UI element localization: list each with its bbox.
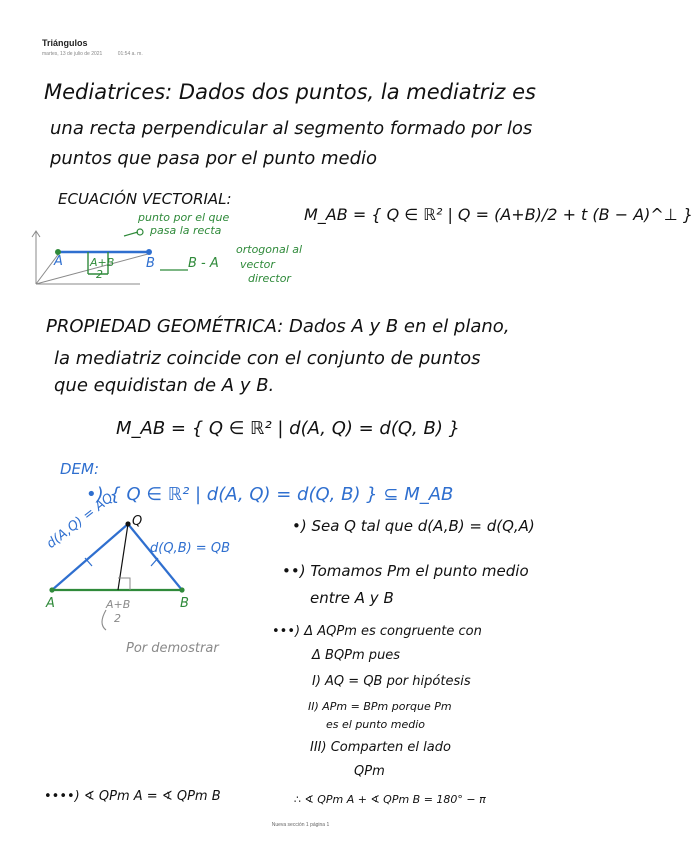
fig1-label-b: B <box>146 256 155 271</box>
formula-vectorial: M_AB = { Q ∈ ℝ² | Q = (A+B)/2 + t (B − A)^⊥ } <box>304 205 693 224</box>
note-mediatrices-line-2: una recta perpendicular al segmento formado por los <box>50 118 533 139</box>
fig1-midpoint-den: 2 <box>96 268 103 281</box>
dem-step-3-ii-b: es el punto medio <box>326 718 426 731</box>
dem-step-1: •) Sea Q tal que d(A,B) = d(Q,A) <box>292 517 535 535</box>
tri-label-q: Q <box>132 514 143 529</box>
dem-step-2b: entre A y B <box>310 589 394 607</box>
note-por-demostrar: Por demostrar <box>126 641 219 656</box>
formula-distancia: M_AB = { Q ∈ ℝ² | d(A, Q) = d(Q, B) } <box>116 418 461 439</box>
page-title: Triángulos <box>42 38 88 48</box>
note-punto-pasa: punto por el que <box>138 211 230 224</box>
dem-step-4b: ∴ ∢ QPm A + ∢ QPm B = 180° − π <box>294 793 486 806</box>
dem-step-3-ii: II) APm = BPm porque Pm <box>308 700 452 713</box>
fig1-label-a: A <box>54 254 63 269</box>
dem-step-4: ••••) ∢ QPm A = ∢ QPm B <box>44 789 221 804</box>
note-propiedad-line-2: la mediatriz coincide con el conjunto de puntos <box>54 348 481 369</box>
note-b-minus-a: B - A <box>188 256 219 271</box>
note-punto-pasa-2: pasa la recta <box>150 224 222 237</box>
dem-step-3b: Δ BQPm pues <box>312 648 401 663</box>
note-mediatrices-line-3: puntos que pasa por el punto medio <box>50 148 378 169</box>
dem-step-3-i: I) AQ = QB por hipótesis <box>312 674 471 689</box>
note-ecuacion-title: ECUACIÓN VECTORIAL: <box>58 190 232 208</box>
note-propiedad-line-1: PROPIEDAD GEOMÉTRICA: Dados A y B en el plano, <box>46 316 510 337</box>
dem-inclusion: •) { Q ∈ ℝ² | d(A, Q) = d(Q, B) } ⊆ M_AB <box>86 484 454 505</box>
note-mediatrices-line-1: Mediatrices: Dados dos puntos, la mediatriz es <box>44 80 536 104</box>
page-meta <box>42 51 157 57</box>
dem-step-3-iii: III) Comparten el lado <box>310 740 451 755</box>
note-vector: vector <box>240 258 275 271</box>
page-time: 01:54 a. m. <box>117 51 143 57</box>
tri-label-dqb: d(Q,B) = QB <box>150 541 230 556</box>
fig1-midpoint-num: A+B <box>90 256 115 269</box>
dem-step-2a: ••) Tomamos Pm el punto medio <box>282 562 529 580</box>
note-ortogonal: ortogonal al <box>236 243 303 256</box>
tri-label-daq: d(A,Q) = AQ <box>44 490 117 552</box>
dem-step-3-iii-b: QPm <box>354 764 385 779</box>
page-date: martes, 13 de julio de 2021 <box>42 51 103 57</box>
tri-label-a: A <box>46 596 55 611</box>
dem-step-3a: •••) Δ AQPm es congruente con <box>272 624 482 639</box>
tri-label-b: B <box>180 596 189 611</box>
dem-title: DEM: <box>60 460 100 478</box>
page-footer: Nueva sección 1 página 1 <box>271 822 330 828</box>
tri-midpoint-den: 2 <box>114 612 121 625</box>
note-director: director <box>248 272 291 285</box>
tri-midpoint-num: A+B <box>106 598 131 611</box>
note-propiedad-line-3: que equidistan de A y B. <box>54 375 275 396</box>
